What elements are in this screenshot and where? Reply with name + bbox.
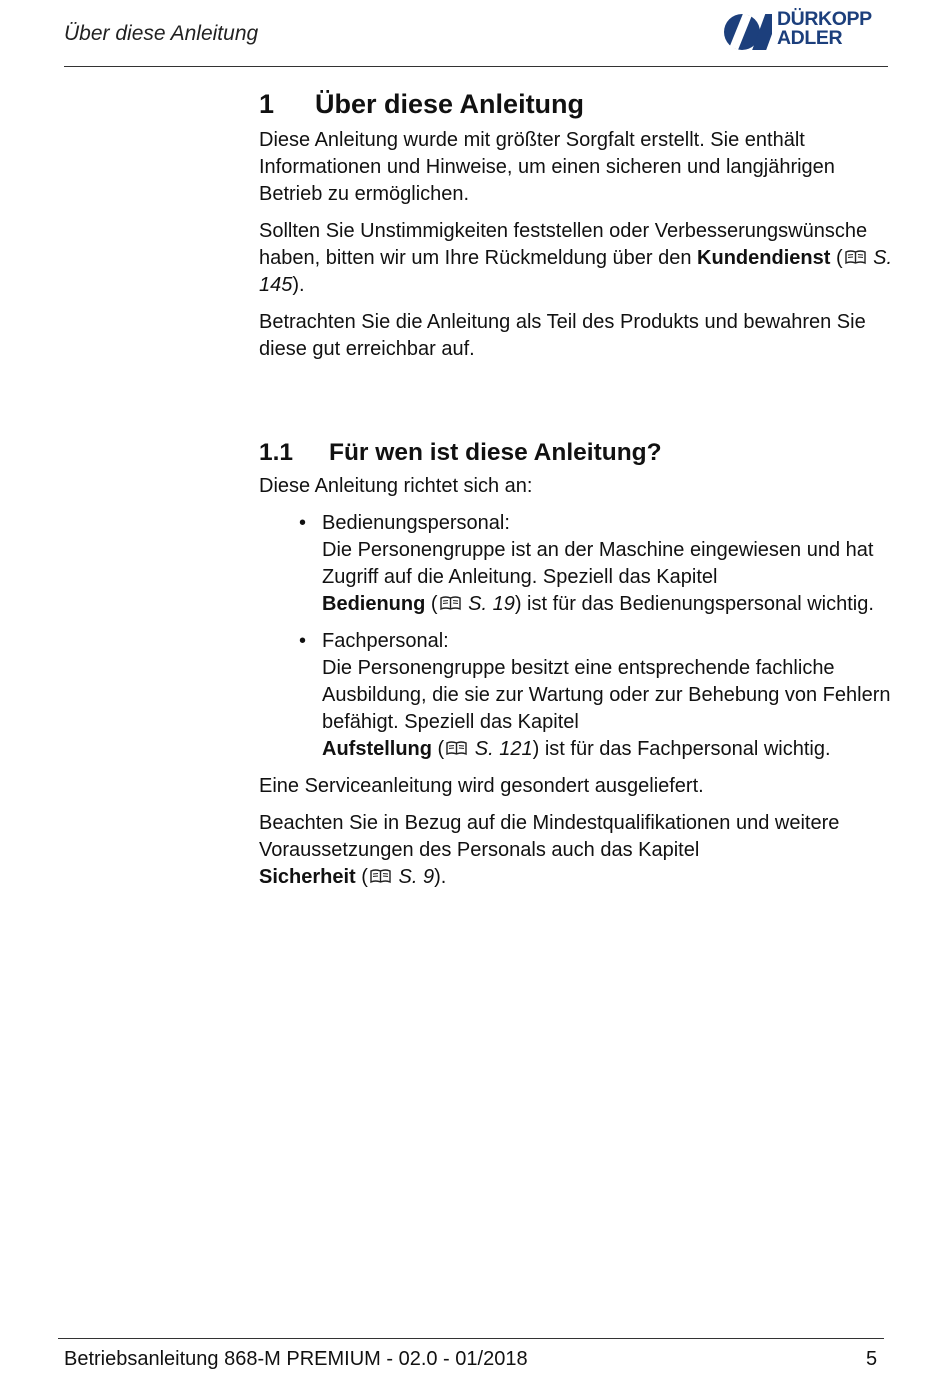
paragraph-text: Beachten Sie in Bezug auf die Mindestqualifikationen und weitere Voraussetzungen des Personals auch das Kapitel [259,812,840,861]
list-item-head: Bedienungspersonal: [322,512,510,534]
page-number: 5 [866,1348,878,1370]
page-reference-121[interactable]: S. 121 [474,738,533,760]
footer-document-id: Betriebsanleitung 868-M PREMIUM - 02.0 - 01/2018 [64,1348,528,1370]
audience-list [259,510,899,763]
section-1-1-intro: Diese Anleitung richtet sich an: [259,475,533,497]
main-content [259,86,899,901]
paren-open: ( [355,866,368,888]
qualification-note [259,810,899,891]
page-reference-145[interactable]: S. 145 [259,247,893,296]
bullet-icon: • [299,630,307,652]
list-item-bedienungspersonal [259,510,899,618]
section-1-title: Über diese Anleitung [315,89,585,119]
list-item-text: Die Personengruppe ist an der Maschine eingewiesen und hat Zugriff auf die Anleitung. Speziell das Kapitel [322,539,874,588]
paren-close: ). [292,274,305,296]
logo-line-1: DÜRKOPP [777,8,872,30]
book-reference-icon [370,868,391,885]
kundendienst-link[interactable]: Kundendienst [697,247,831,269]
page-reference-19[interactable]: S. 19 [468,593,515,615]
book-reference-icon [440,595,461,612]
paren-open: ( [432,738,445,760]
bullet-icon: • [299,512,307,534]
list-item-after: ) ist für das Fachpersonal wichtig. [532,738,831,760]
logo-wordmark [777,10,872,48]
paragraph-text: Sollten Sie Unstimmigkeiten feststellen oder Verbesserungswünsche haben, bitten wir um Ihre Rückmeldung über den [259,220,868,269]
list-item-after: ) ist für das Bedienungspersonal wichtig. [514,593,874,615]
section-1-1-heading [259,436,899,470]
section-1-paragraph-1: Diese Anleitung wurde mit größter Sorgfalt erstellt. Sie enthält Informationen und Hinweise, um einen sicheren und langjährigen Betrieb zu ermöglichen. [259,129,835,205]
section-spacer [259,373,899,436]
paren-open: ( [425,593,438,615]
running-header-title: Über diese Anleitung [64,22,259,45]
list-item-text: Die Personengruppe besitzt eine entsprechende fachliche Ausbildung, die sie zur Wartung oder zur Behebung von Fehlern befähigt. Speziell das Kapitel [322,657,891,733]
section-1-1-title: Für wen ist diese Anleitung? [329,439,662,466]
footer-divider [58,1338,884,1339]
list-item-fachpersonal [259,628,899,763]
page-reference-9[interactable]: S. 9 [398,866,435,888]
duerkopp-adler-logo [722,8,892,54]
logo-line-2: ADLER [777,27,843,49]
service-manual-note: Eine Serviceanleitung wird gesondert ausgeliefert. [259,775,704,797]
section-1-number: 1 [259,89,275,119]
paren-close: ). [434,866,447,888]
section-1-1-number: 1.1 [259,439,294,466]
list-item-head: Fachpersonal: [322,630,449,652]
section-1-paragraph-2 [259,218,899,299]
bedienung-link[interactable]: Bedienung [322,593,426,615]
sicherheit-link[interactable]: Sicherheit [259,866,356,888]
logo-mark-icon [722,12,772,52]
header-divider [64,66,888,67]
aufstellung-link[interactable]: Aufstellung [322,738,432,760]
section-1-paragraph-3: Betrachten Sie die Anleitung als Teil des Produkts und bewahren Sie diese gut erreichbar auf. [259,311,866,360]
book-reference-icon [446,740,467,757]
section-1-heading [259,86,899,122]
book-reference-icon [845,249,866,266]
paren-open: ( [830,247,843,269]
